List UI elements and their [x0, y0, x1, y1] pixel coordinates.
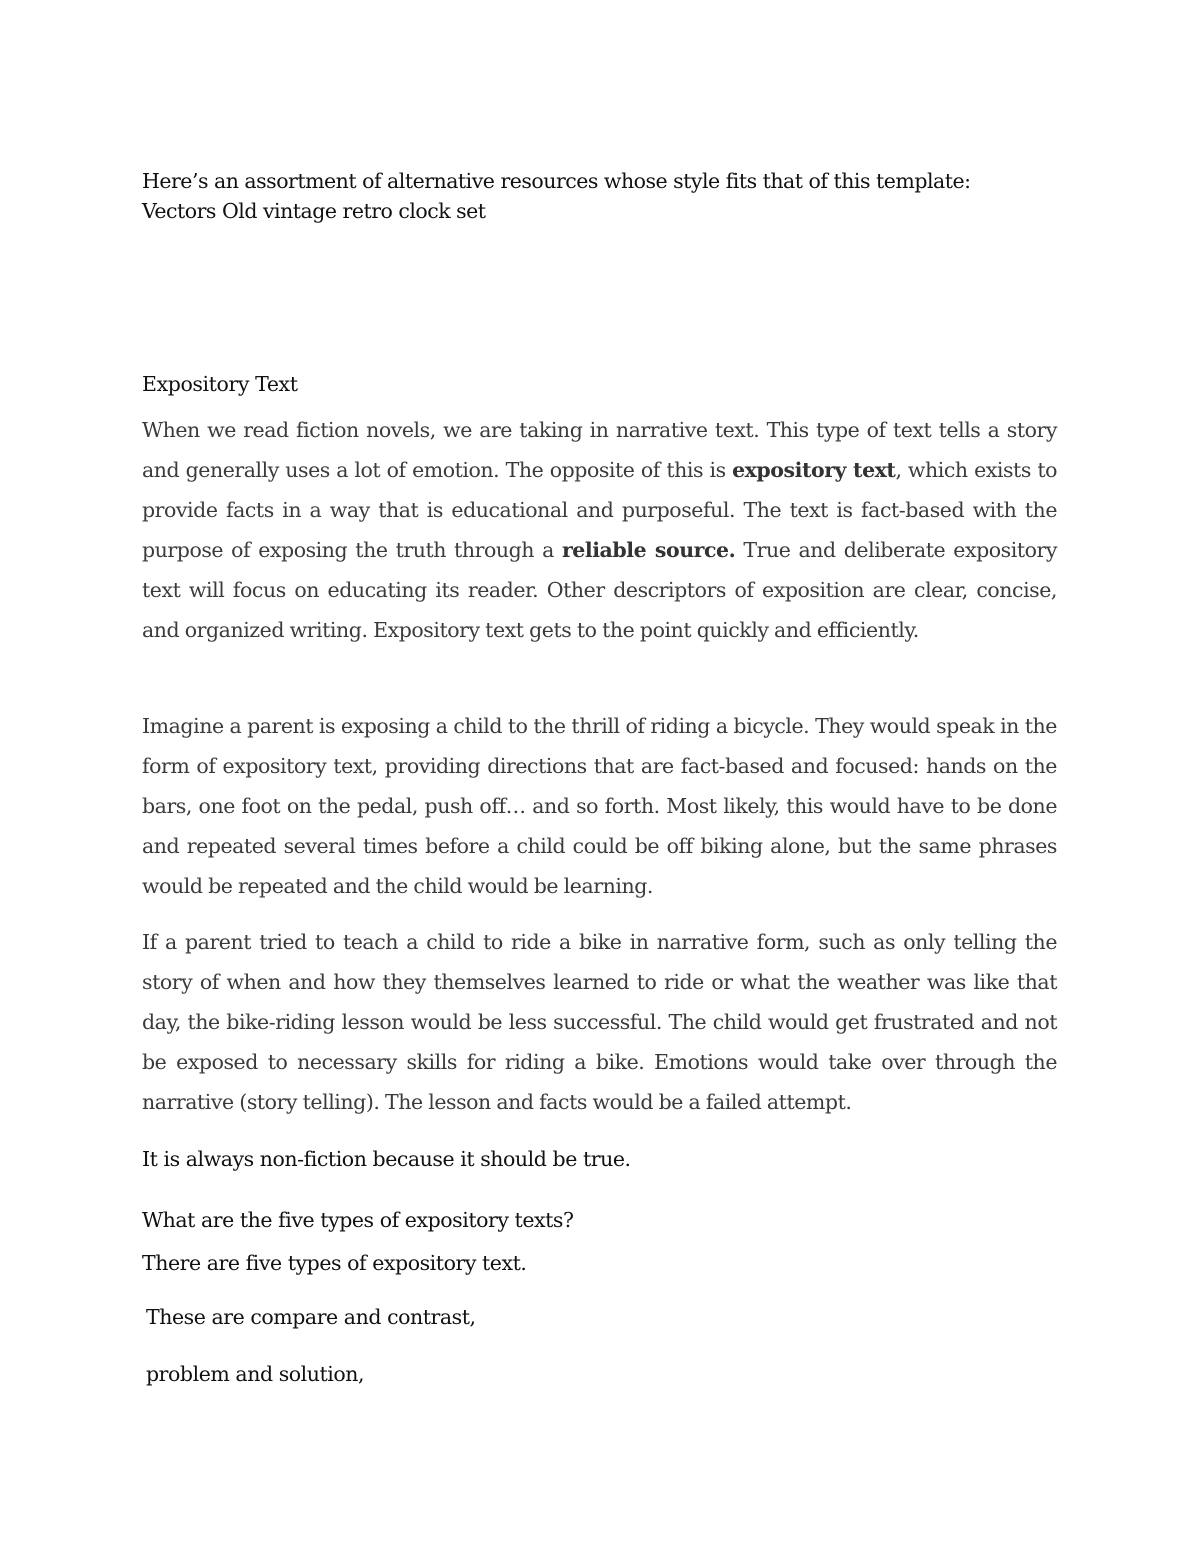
intro-resource-line: Vectors Old vintage retro clock set [142, 199, 486, 223]
type-list-line: problem and solution, [146, 1362, 365, 1386]
five-types-answer: There are five types of expository text. [142, 1251, 527, 1275]
intro-line: Here’s an assortment of alternative resources whose style fits that of this template: [142, 169, 971, 193]
five-types-question: What are the five types of expository texts? [142, 1208, 574, 1232]
intro-block [142, 166, 1102, 226]
paragraph-text: True and deliberate expository text will focus on educating its reader. Other descriptors of exposition are clear, concise, and organized writing. Expository text gets to the point quickly and efficiently. [142, 538, 1058, 642]
section-heading: Expository Text [142, 372, 298, 396]
paragraph-definition [142, 410, 1057, 650]
bold-term-expository-text: expository text [732, 458, 896, 482]
nonfiction-statement: It is always non-fiction because it should be true. [142, 1147, 631, 1171]
bold-term-reliable-source: reliable source. [561, 538, 736, 562]
type-list-line: These are compare and contrast, [146, 1305, 476, 1329]
paragraph-narrative-example: If a parent tried to teach a child to ride a bike in narrative form, such as only telling the story of when and how they themselves learned to ride or what the weather was like that day, the bike-riding lesson would be less successful. The child would get frustrated and not be exposed to necessary skills for riding a bike. Emotions would take over through the narrative (story telling). The lesson and facts would be a failed attempt. [142, 930, 1057, 1114]
paragraph-text: , which exists to provide facts in a way that is educational and purposeful. The text is fact-based with the purpose of exposing the truth through a [142, 458, 1057, 562]
paragraph-bicycle-example: Imagine a parent is exposing a child to the thrill of riding a bicycle. They would speak in the form of expository text, providing directions that are fact-based and focused: hands on the bars, one foot on the pedal, push off… and so forth. Most likely, this would have to be done and repeated several times before a child could be off biking alone, but the same phrases would be repeated and the child would be learning. [142, 714, 1057, 898]
paragraph-text: When we read fiction novels, we are taking in narrative text. This type of text tells a story and generally uses a lot of emotion. The opposite of this is [142, 418, 1057, 482]
